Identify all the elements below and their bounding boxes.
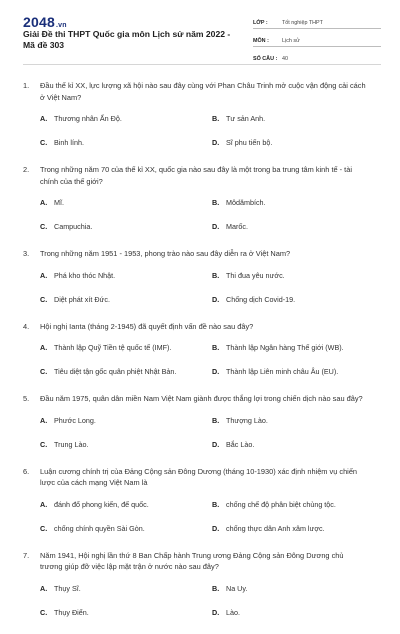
answer-option[interactable]: [212, 440, 384, 450]
option-text: Bắc Lào.: [226, 439, 255, 449]
question-item: [23, 248, 381, 305]
option-key: D.: [212, 523, 220, 533]
option-text: Mĩ.: [54, 198, 64, 207]
option-text: Thành lập Ngân hàng Thế giới (WB).: [226, 343, 344, 352]
answer-option[interactable]: [40, 198, 212, 208]
answer-options: [40, 416, 381, 450]
option-text: Campuchia.: [54, 222, 93, 231]
answer-option[interactable]: [40, 416, 212, 426]
option-text: Chống dịch Covid-19.: [226, 294, 296, 304]
document-title: Giải Đề thi THPT Quốc gia môn Lịch sử năm 2022 - Mã đề 303: [23, 29, 231, 50]
question-text: Hội nghị Ianta (tháng 2-1945) đã quyết định vấn đề nào sau đây?: [40, 321, 254, 331]
option-key: C.: [40, 523, 48, 533]
meta-value: Lịch sử: [282, 38, 300, 44]
answer-option[interactable]: [40, 440, 212, 450]
answer-options: [40, 271, 381, 305]
answer-option[interactable]: [212, 500, 384, 510]
document-meta: [253, 14, 381, 68]
answer-option[interactable]: [40, 367, 212, 377]
header-divider: [23, 64, 381, 65]
answer-option[interactable]: [212, 271, 384, 281]
option-text: Môdămbích.: [226, 198, 266, 207]
question-number: 7.: [23, 550, 30, 560]
logo-main: 2048: [23, 14, 55, 30]
question-text: Đầu thế kỉ XX, lực lượng xã hội nào sau đây cùng với Phan Châu Trinh mở cuộc vận động cải cách ở Việt Nam?: [40, 81, 366, 102]
meta-label: SỐ CÂU :: [253, 56, 278, 62]
question-number: 6.: [23, 466, 30, 476]
option-key: A.: [40, 270, 48, 280]
answer-option[interactable]: [40, 114, 212, 124]
question-text: Đầu năm 1975, quân dân miền Nam Việt Nam giành được thắng lợi trong chiến dịch nào sau đây?: [40, 394, 363, 403]
option-key: C.: [40, 294, 48, 304]
option-text: Thụy Sĩ.: [54, 583, 81, 593]
question-stem: [23, 550, 381, 573]
logo-suffix: .vn: [55, 22, 67, 29]
option-text: Tư sản Anh.: [226, 114, 266, 123]
option-text: Na Uy.: [226, 583, 248, 593]
option-text: chống chế độ phân biệt chủng tộc.: [226, 499, 336, 509]
option-text: Thành lập Liên minh châu Âu (EU).: [226, 367, 339, 376]
option-key: A.: [40, 415, 48, 425]
question-number: 5.: [23, 394, 30, 403]
answer-option[interactable]: [212, 114, 384, 124]
option-text: Thượng Lào.: [226, 415, 268, 425]
answer-options: [40, 343, 381, 377]
question-text: Năm 1941, Hội nghị lần thứ 8 Ban Chấp hành Trung ương Đảng Cộng sản Đông Dương chủ trương giúp đỡ việc lập mặt trận ở nước nào sau đây?: [40, 550, 344, 571]
answer-option[interactable]: [40, 343, 212, 353]
answer-option[interactable]: [212, 416, 384, 426]
question-item: [23, 321, 381, 378]
question-number: 2.: [23, 165, 30, 174]
answer-option[interactable]: [40, 138, 212, 148]
option-text: Diệt phát xít Đức.: [54, 294, 110, 304]
answer-options: [40, 500, 381, 534]
meta-row-class: [253, 14, 381, 29]
question-stem: [23, 80, 381, 103]
option-key: A.: [40, 198, 48, 207]
option-key: A.: [40, 499, 48, 509]
option-text: chống thực dân Anh xâm lược.: [226, 523, 325, 533]
option-key: D.: [212, 607, 220, 617]
answer-option[interactable]: [40, 271, 212, 281]
option-text: chống chính quyền Sài Gòn.: [54, 523, 145, 533]
option-key: B.: [212, 499, 220, 509]
question-stem: [23, 466, 381, 489]
option-key: C.: [40, 367, 48, 376]
question-stem: [23, 164, 381, 187]
answer-options: [40, 114, 381, 148]
option-text: Binh lính.: [54, 138, 84, 147]
option-key: B.: [212, 583, 220, 593]
option-key: A.: [40, 114, 48, 123]
option-text: Thi đua yêu nước.: [226, 270, 285, 280]
question-text: Luận cương chính trị của Đảng Cộng sản Đông Dương (tháng 10-1930) xác định nhiệm vụ chiến lược của cách mạng Việt Nam là: [40, 466, 358, 487]
question-text: Trong những năm 70 của thế kỉ XX, quốc gia nào sau đây là một trong ba trung tâm kinh tế - tài chính của thế giới?: [40, 165, 352, 186]
option-text: Thành lập Quỹ Tiền tệ quốc tế (IMF).: [54, 343, 172, 352]
option-text: đánh đổ phong kiến, đế quốc.: [54, 499, 149, 509]
answer-option[interactable]: [212, 138, 384, 148]
option-key: B.: [212, 415, 220, 425]
question-stem: [23, 393, 381, 405]
answer-option[interactable]: [40, 295, 212, 305]
answer-option[interactable]: [212, 343, 384, 353]
question-number: 4.: [23, 321, 30, 331]
option-key: C.: [40, 439, 48, 449]
answer-option[interactable]: [212, 198, 384, 208]
meta-value: 40: [282, 56, 288, 62]
option-text: Marốc.: [226, 222, 248, 231]
option-key: D.: [212, 222, 220, 231]
answer-option[interactable]: [40, 500, 212, 510]
answer-option[interactable]: [212, 524, 384, 534]
question-text: Trong những năm 1951 - 1953, phong trào nào sau đây diễn ra ở Việt Nam?: [40, 249, 291, 258]
answer-options: [40, 198, 381, 232]
option-text: Thương nhân Ấn Độ.: [54, 114, 122, 123]
option-key: C.: [40, 222, 48, 231]
option-text: Sĩ phu tiến bộ.: [226, 138, 273, 147]
option-text: Thụy Điển.: [54, 607, 89, 617]
answer-option[interactable]: [212, 367, 384, 377]
question-stem: [23, 248, 381, 260]
option-key: D.: [212, 294, 220, 304]
option-key: A.: [40, 343, 48, 352]
answer-option[interactable]: [40, 584, 212, 594]
answer-option[interactable]: [212, 584, 384, 594]
option-key: D.: [212, 138, 220, 147]
answer-option[interactable]: [40, 524, 212, 534]
document-header: [0, 0, 400, 60]
question-item: [23, 550, 381, 618]
answer-option[interactable]: [212, 222, 384, 232]
option-text: Trung Lào.: [54, 439, 89, 449]
question-number: 1.: [23, 81, 30, 90]
answer-options: [40, 584, 381, 618]
question-item: [23, 80, 381, 148]
answer-option[interactable]: [212, 608, 384, 618]
question-item: [23, 466, 381, 534]
option-key: D.: [212, 439, 220, 449]
meta-label: MÔN :: [253, 38, 269, 44]
option-key: B.: [212, 198, 220, 207]
option-key: B.: [212, 343, 220, 352]
option-text: Tiêu diệt tận gốc quân phiệt Nhật Bản.: [54, 367, 177, 376]
option-key: A.: [40, 583, 48, 593]
meta-label: LỚP :: [253, 20, 268, 26]
answer-option[interactable]: [212, 295, 384, 305]
question-item: [23, 393, 381, 450]
question-item: [23, 164, 381, 232]
option-key: C.: [40, 138, 48, 147]
option-key: B.: [212, 270, 220, 280]
answer-option[interactable]: [40, 608, 212, 618]
option-text: Phá kho thóc Nhật.: [54, 270, 116, 280]
answer-option[interactable]: [40, 222, 212, 232]
site-logo[interactable]: [23, 14, 67, 30]
meta-value: Tốt nghiệp THPT: [282, 20, 323, 26]
meta-row-question-count: [253, 50, 381, 65]
meta-row-subject: [253, 32, 381, 47]
question-list: [23, 80, 381, 634]
option-key: C.: [40, 607, 48, 617]
question-stem: [23, 321, 381, 333]
option-key: B.: [212, 114, 220, 123]
option-text: Phước Long.: [54, 415, 96, 425]
question-number: 3.: [23, 249, 30, 258]
option-key: D.: [212, 367, 220, 376]
option-text: Lào.: [226, 607, 240, 617]
